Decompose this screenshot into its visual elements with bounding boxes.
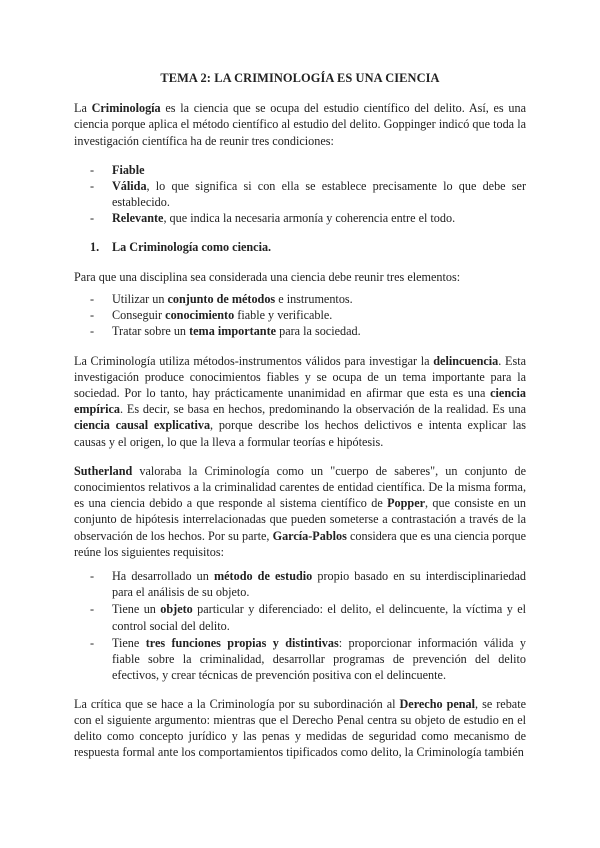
dash-bullet: -	[90, 162, 95, 177]
para-text: considera que es una ciencia porque reúne los siguientes requisitos:	[74, 528, 527, 559]
para-bold: Sutherland	[74, 463, 133, 478]
elements-list	[74, 291, 526, 340]
list-item	[74, 210, 526, 226]
section-heading-text: La Criminología como ciencia.	[112, 239, 272, 254]
element-text: Tratar sobre un	[112, 324, 190, 339]
dash-bullet: -	[90, 308, 95, 323]
condition-text: , que indica la necesaria armonía y coherencia entre el todo.	[163, 211, 456, 226]
intro-text-2: es la ciencia que se ocupa del estudio científico del delito. Así, es una ciencia porque aplica el método científico al estudio del delito. Goppinger indicó que toda la investigación científica ha de reunir tres condiciones:	[74, 101, 526, 148]
list-item	[74, 568, 526, 600]
element-text: e instrumentos.	[275, 292, 353, 307]
dash-bullet: -	[90, 635, 95, 650]
para-text: . Es decir, se basa en hechos, predominando la observación de la realidad. Es una	[120, 402, 526, 417]
penal-law-paragraph	[74, 696, 526, 761]
para-text: . Esta investigación produce conocimientos fiables y se ocupa de un tema importante para la sociedad. Por lo tanto, hay prácticamente unanimidad en afirmar que esta es una	[74, 353, 526, 401]
para-bold: Popper	[387, 496, 426, 511]
document-page	[74, 70, 526, 760]
intro-paragraph	[74, 100, 526, 149]
element-text: para la sociedad.	[276, 324, 361, 339]
element-bold: conocimiento	[165, 308, 235, 323]
element-text: fiable y verificable.	[234, 308, 333, 323]
condition-text: , lo que significa si con ella se establece precisamente lo que debe ser establecido.	[112, 179, 526, 210]
intro-bold-criminologia: Criminología	[91, 101, 161, 116]
list-item	[74, 162, 526, 178]
dash-bullet: -	[90, 179, 95, 194]
requirement-text: : proporcionar información válida y fiable sobre la criminalidad, desarrollar programas de prevención del delito efectivos, y crear técnicas de prevención positiva con el delincuente.	[112, 635, 526, 683]
list-item	[74, 601, 526, 633]
para-text: , porque describe los hechos delictivos e intenta explicar las causas y el origen, lo que la lleva a formular teorías e hipótesis.	[74, 418, 526, 449]
requirement-text: Ha desarrollado un	[112, 569, 214, 584]
para-bold: Derecho penal	[399, 696, 476, 711]
element-text: Utilizar un	[112, 292, 168, 307]
list-item	[74, 307, 526, 323]
empirical-science-paragraph	[74, 353, 526, 450]
requirement-text: Tiene un	[112, 602, 161, 617]
list-item	[74, 323, 526, 339]
para-text: , se rebate con el siguiente argumento: mientras que el Derecho Penal centra su objeto de estudio en el delito como concepto jurídico y las penas y medidas de seguridad como mecanismo de respuesta formal ante los comportamientos tipificados como delito, la Criminología también	[74, 696, 527, 760]
requirement-text: Tiene	[112, 635, 146, 650]
element-text: Conseguir	[112, 308, 166, 323]
dash-bullet: -	[90, 211, 95, 226]
para-text: valoraba la Criminología como un "cuerpo de saberes", un conjunto de conocimientos relativos a la criminalidad carentes de entidad científica. De la misma forma, es una ciencia debido a que responde al sistema científico de	[74, 463, 526, 511]
intro-text-1: La	[74, 101, 92, 116]
list-item	[74, 291, 526, 307]
condition-bold: Válida	[112, 179, 147, 194]
para-bold: ciencia causal explicativa	[74, 418, 211, 433]
requirement-text: particular y diferenciado: el delito, el delincuente, la víctima y el control social del delito.	[112, 602, 526, 633]
conditions-list	[74, 162, 526, 227]
list-item	[74, 178, 526, 210]
list-item	[74, 635, 526, 684]
dash-bullet: -	[90, 602, 95, 617]
requirements-list	[74, 568, 526, 683]
requirement-bold: objeto	[160, 602, 193, 617]
dash-bullet: -	[90, 324, 95, 339]
dash-bullet: -	[90, 292, 95, 307]
para-bold: ciencia empírica	[74, 386, 526, 417]
element-bold: conjunto de métodos	[167, 292, 276, 307]
section-number: 1.	[90, 239, 100, 254]
condition-bold: Relevante	[112, 211, 164, 226]
sutherland-paragraph	[74, 463, 526, 560]
requirement-text: propio basado en su interdisciplinariedad para el análisis de su objeto.	[112, 569, 526, 600]
page-title: TEMA 2: LA CRIMINOLOGÍA ES UNA CIENCIA	[160, 71, 440, 85]
para-text: La Criminología utiliza métodos-instrumentos válidos para investigar la	[74, 353, 434, 368]
element-bold: tema importante	[189, 324, 277, 339]
requirement-bold: método de estudio	[213, 569, 313, 584]
para-bold: García-Pablos	[272, 528, 347, 543]
section-heading	[74, 239, 526, 255]
para-bold: delincuencia	[433, 353, 499, 368]
condition-bold: Fiable	[112, 162, 145, 177]
dash-bullet: -	[90, 569, 95, 584]
requirement-bold: tres funciones propias y distintivas	[145, 635, 339, 650]
para-text: La crítica que se hace a la Criminología por su subordinación al	[74, 696, 400, 711]
elements-intro: Para que una disciplina sea considerada una ciencia debe reunir tres elementos:	[74, 269, 461, 284]
para-text: , que consiste en un conjunto de hipótesis interrelacionadas que pueden someterse a contrastación a través de la observación de los hechos. Por su parte,	[74, 496, 526, 543]
